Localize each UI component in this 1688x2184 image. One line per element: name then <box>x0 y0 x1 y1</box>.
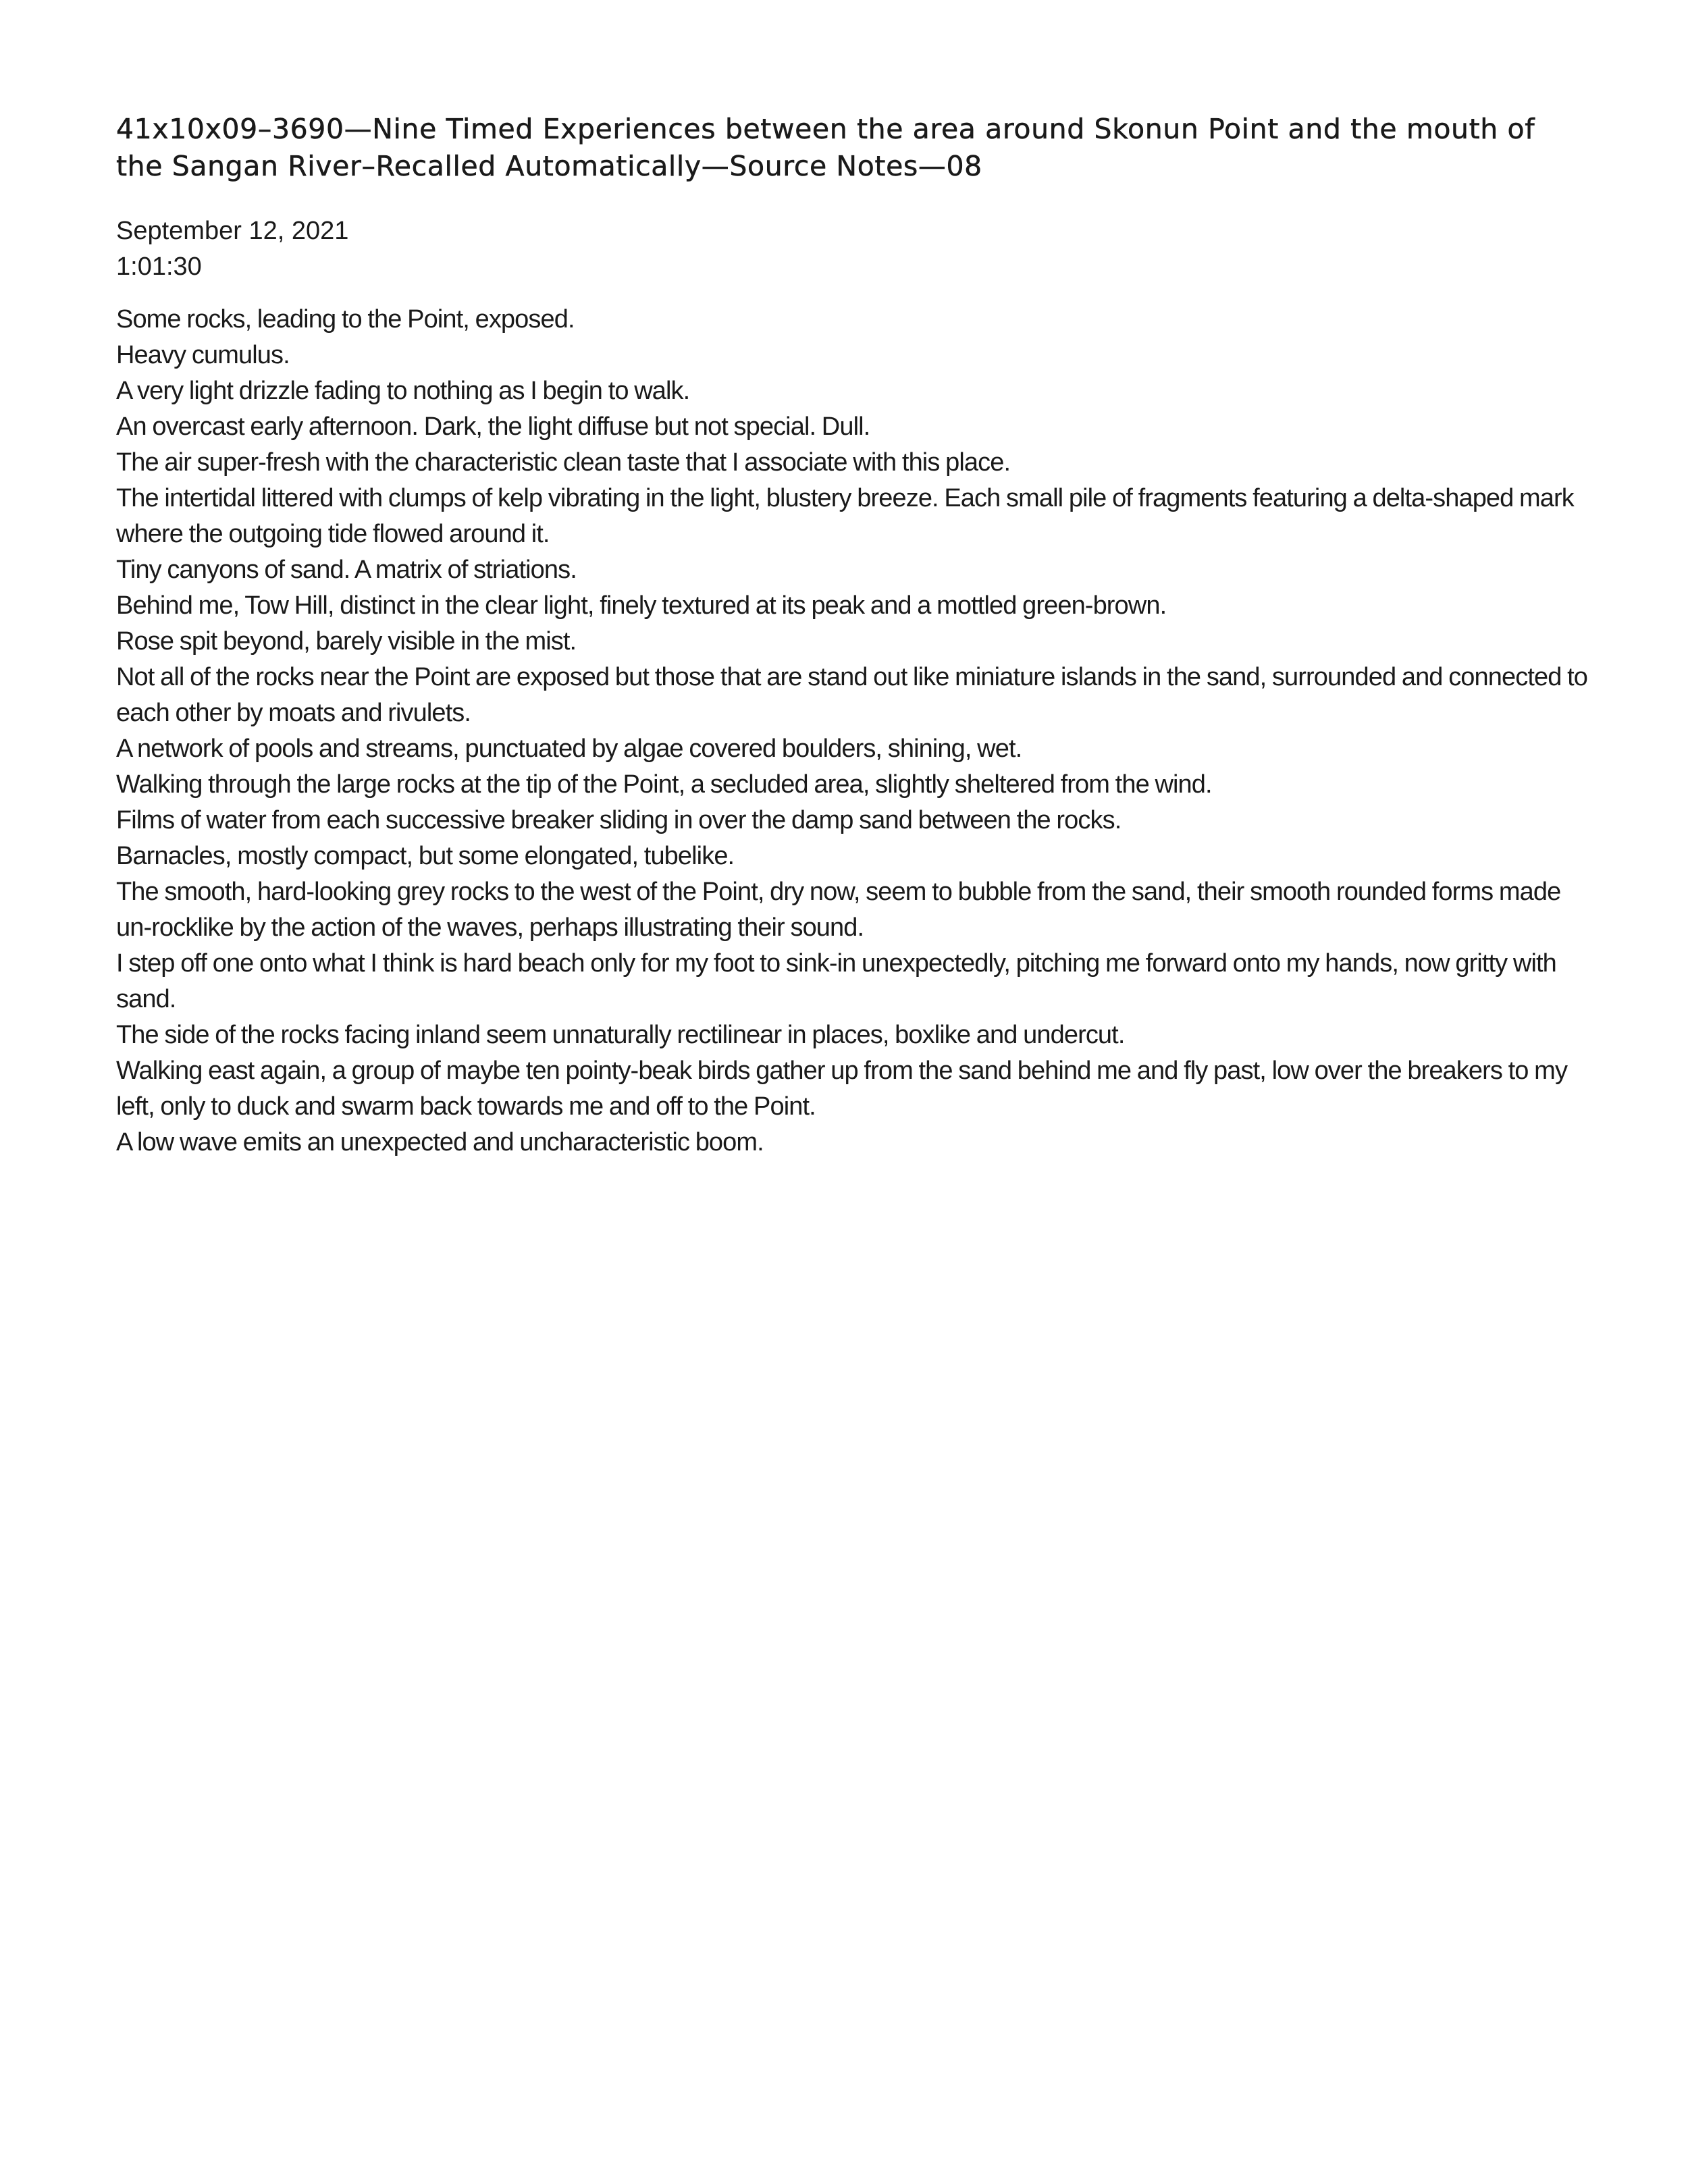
note-line: Walking east again, a group of maybe ten pointy-beak birds gather up from the sand behind me and fly past, low over the breakers to my left, only to duck and swarm back towards me and off to the Point. <box>116 1057 1568 1121</box>
note-line: Heavy cumulus. <box>116 341 290 369</box>
note-line: The side of the rocks facing inland seem unnaturally rectilinear in places, boxlike and undercut. <box>116 1021 1125 1049</box>
note-line: The smooth, hard-looking grey rocks to the west of the Point, dry now, seem to bubble from the sand, their smooth rounded forms made un-rocklike by the action of the waves, perhaps illustrating their sound. <box>116 878 1561 942</box>
note-line: Films of water from each successive breaker sliding in over the damp sand between the rocks. <box>116 806 1122 834</box>
note-line: A low wave emits an unexpected and uncharacteristic boom. <box>116 1128 764 1156</box>
note-line: The air super-fresh with the characteristic clean taste that I associate with this place. <box>116 448 1011 477</box>
note-line: Rose spit beyond, barely visible in the mist. <box>116 627 577 656</box>
note-line: A network of pools and streams, punctuated by algae covered boulders, shining, wet. <box>116 735 1022 763</box>
note-line: Barnacles, mostly compact, but some elongated, tubelike. <box>116 842 735 870</box>
note-line: Some rocks, leading to the Point, exposed. <box>116 305 575 334</box>
document-duration: 1:01:30 <box>116 252 202 281</box>
note-line: Walking through the large rocks at the tip of the Point, a secluded area, slightly sheltered from the wind. <box>116 770 1212 799</box>
note-line: I step off one onto what I think is hard beach only for my foot to sink-in unexpectedly, pitching me forward onto my hands, now gritty with sand. <box>116 949 1556 1013</box>
note-line: An overcast early afternoon. Dark, the light diffuse but not special. Dull. <box>116 412 870 441</box>
note-line: Not all of the rocks near the Point are exposed but those that are stand out like miniature islands in the sand, surrounded and connected to each other by moats and rivulets. <box>116 663 1588 727</box>
note-line: The intertidal littered with clumps of kelp vibrating in the light, blustery breeze. Each small pile of fragments featuring a delta-shaped mark where the outgoing tide flowed around it. <box>116 484 1574 548</box>
notes-body <box>116 302 1588 1161</box>
document-date: September 12, 2021 <box>116 217 349 245</box>
document-meta <box>116 213 348 285</box>
note-line: A very light drizzle fading to nothing as I begin to walk. <box>116 377 690 405</box>
note-line: Behind me, Tow Hill, distinct in the clear light, finely textured at its peak and a mottled green-brown. <box>116 591 1167 620</box>
note-line: Tiny canyons of sand. A matrix of striations. <box>116 556 577 584</box>
document-title: 41x10x09–3690—Nine Timed Experiences between the area around Skonun Point and the mouth of the Sangan River–Recalled Automatically—Source Notes—08 <box>116 113 1535 182</box>
